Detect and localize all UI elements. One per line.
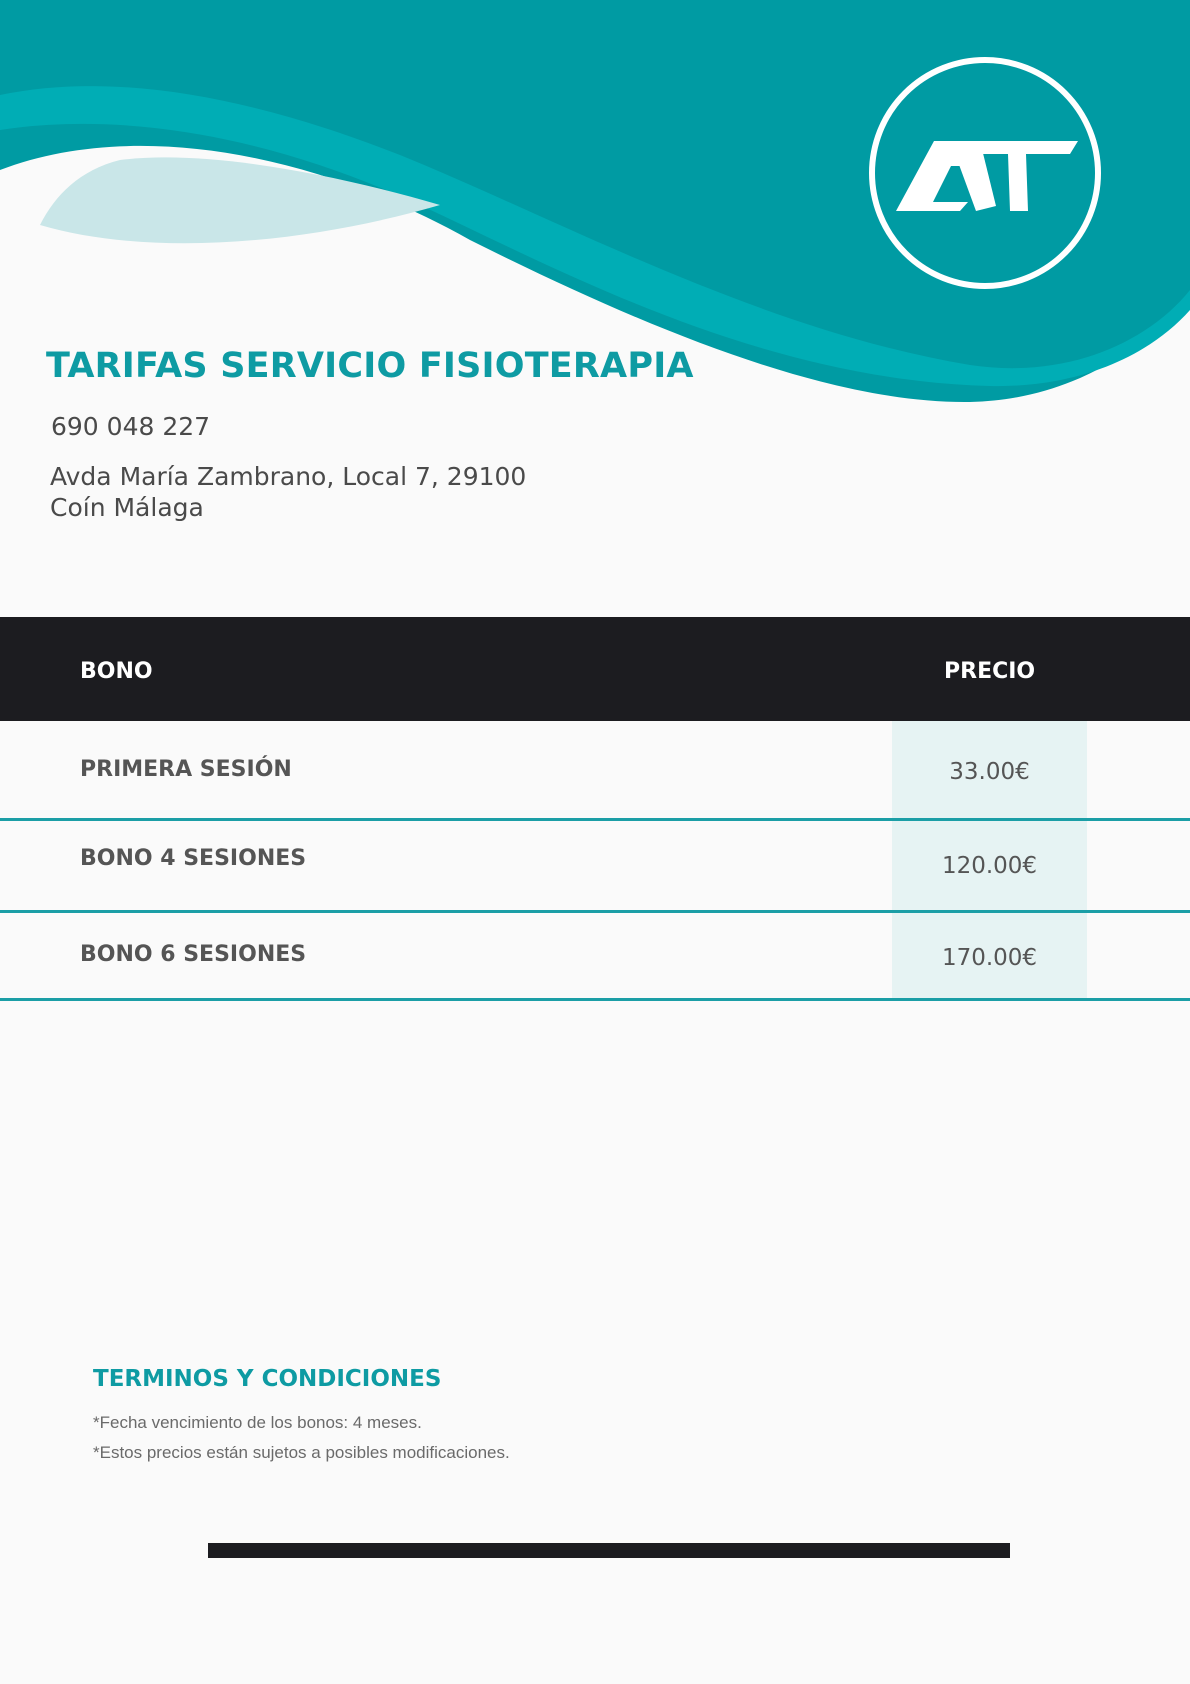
address [50, 461, 526, 523]
row-divider [0, 998, 1190, 1001]
footer-bar [208, 1543, 1010, 1558]
table-row [0, 913, 1190, 1001]
address-line-2: Coín Málaga [50, 493, 204, 522]
row-price: 170.00€ [941, 945, 1038, 971]
column-header-bono: BONO [80, 659, 153, 684]
table-row [0, 721, 1190, 821]
terms-line: *Estos precios están sujetos a posibles modificaciones. [93, 1443, 510, 1462]
phone-number: 690 048 227 [51, 412, 211, 441]
address-line-1: Avda María Zambrano, Local 7, 29100 [50, 462, 527, 491]
logo-icon [868, 56, 1102, 290]
row-name: BONO 4 SESIONES [80, 846, 307, 871]
row-price: 33.00€ [949, 759, 1030, 785]
page-title: TARIFAS SERVICIO FISIOTERAPIA [46, 346, 694, 386]
terms-line: *Fecha vencimiento de los bonos: 4 meses. [93, 1413, 422, 1432]
table-header [0, 617, 1190, 721]
terms-title: TERMINOS Y CONDICIONES [93, 1366, 442, 1392]
row-price: 120.00€ [941, 853, 1038, 879]
row-name: BONO 6 SESIONES [80, 942, 307, 967]
table-row [0, 821, 1190, 913]
row-name: PRIMERA SESIÓN [80, 757, 292, 782]
column-header-precio: PRECIO [944, 659, 1036, 684]
